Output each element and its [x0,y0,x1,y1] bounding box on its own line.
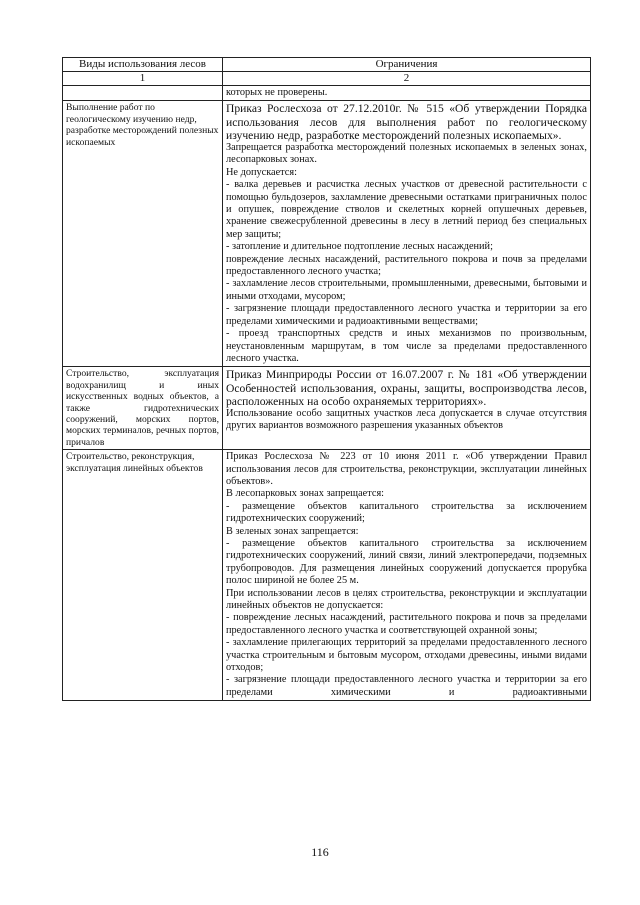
paragraph: - валка деревьев и расчистка лесных участков от древесной растительности с помощью бульдозеров, захламление древесными остатками приграничных полос и опушек, повреждение стволов и скелетных корней опушечных деревьев, хранение свежесрубленной древесины в лесу в летний период без специальных мер защиты; [226,179,587,240]
table-row [63,367,591,450]
paragraph: При использовании лесов в целях строительства, реконструкции и эксплуатации линейных объектов не допускается: [226,587,587,612]
paragraph: - повреждение лесных насаждений, растительного покрова и почв за пределами предоставленного лесного участка и соответствующей охранной зоны; [226,612,587,636]
paragraph: Не допускается: [226,166,297,178]
paragraph: - размещение объектов капитального строительства за исключением гидротехнических сооружений; [226,500,587,525]
paragraph: В лесопарковых зонах запрещается: [226,488,385,500]
paragraph: - загрязнение площади предоставленного лесного участка и территории за его пределами химическими и радиоактивными [226,674,587,698]
table-row [63,450,591,701]
use-cell: Строительство, реконструкция, эксплуатация линейных объектов [63,450,223,701]
paragraph: - размещение объектов капитального строительства за исключением гидротехнических сооружений, линий связи, линий электропередачи, подземных трубопроводов. Для размещения линейных сооружений допускается прорубка полос шириной не более 25 м. [226,538,587,587]
table-row [63,101,591,367]
order-paragraph: Приказ Минприроды России от 16.07.2007 г. № 181 «Об утверждении Особенностей использования, охраны, защиты, воспроизводства лесов, расположенных на особо охраняемых территориях». [226,368,587,408]
header-col-uses: Виды использования лесов [63,58,223,72]
table-header-row [63,58,591,72]
continuation-cell [223,86,591,101]
restrictions-cell [223,450,591,701]
paragraph: - проезд транспортных средств и иных механизмов по произвольным, неустановленным маршрутам, в том числе за пределами предоставленного лесного участка. [226,328,587,364]
paragraph: - захламление прилегающих территорий за пределами предоставленного лесного участка строительным и бытовым мусором, отходами древесины, иными видами отходов; [226,637,587,674]
use-cell: Строительство, эксплуатация водохранилищ и иных искусственных водных объектов, а также гидротехнических сооружений, морских портов, морских терминалов, речных портов, причалов [63,367,223,450]
table-number-row [63,72,591,86]
restrictions-table [62,57,591,701]
paragraph: В зеленых зонах запрещается: [226,525,359,537]
continuation-text: которых не проверены. [226,87,328,98]
document-page [62,57,590,701]
continuation-left-cell [63,86,223,101]
order-paragraph: Приказ Рослесхоза № 223 от 10 июня 2011 г. «Об утверждении Правил использования лесов для строительства, реконструкции, эксплуатации линейных объектов». [226,451,587,487]
header-col-restrictions: Ограничения [223,58,591,72]
paragraph: Запрещается разработка месторождений полезных ископаемых в зеленых зонах, лесопарковых зонах. [226,142,587,166]
paragraph: - затопление и длительное подтопление лесных насаждений; [226,241,493,253]
restrictions-cell [223,101,591,367]
use-cell: Выполнение работ по геологическому изучению недр, разработке месторождений полезных ископаемых [63,101,223,367]
header-num-1: 1 [63,72,223,86]
header-num-2: 2 [223,72,591,86]
restrictions-cell [223,367,591,450]
paragraph: - захламление лесов строительными, промышленными, древесными, бытовыми и иными отходами, мусором; [226,278,587,302]
paragraph: Использование особо защитных участков леса допускается в случае отсутствия других вариантов возможного разрешения указанных объектов [226,407,587,432]
paragraph: повреждение лесных насаждений, растительного покрова и почв за пределами предоставленного лесного участка; [226,253,587,278]
paragraph: - загрязнение площади предоставленного лесного участка и территории за его пределами химическими и радиоактивными веществами; [226,303,587,327]
table-row [63,86,591,101]
order-paragraph: Приказ Рослесхоза от 27.12.2010г. № 515 «Об утверждении Порядка использования лесов для выполнения работ по геологическому изучению недр, разработке месторождений полезных ископаемых». [226,102,587,142]
page-number: 116 [311,845,329,859]
